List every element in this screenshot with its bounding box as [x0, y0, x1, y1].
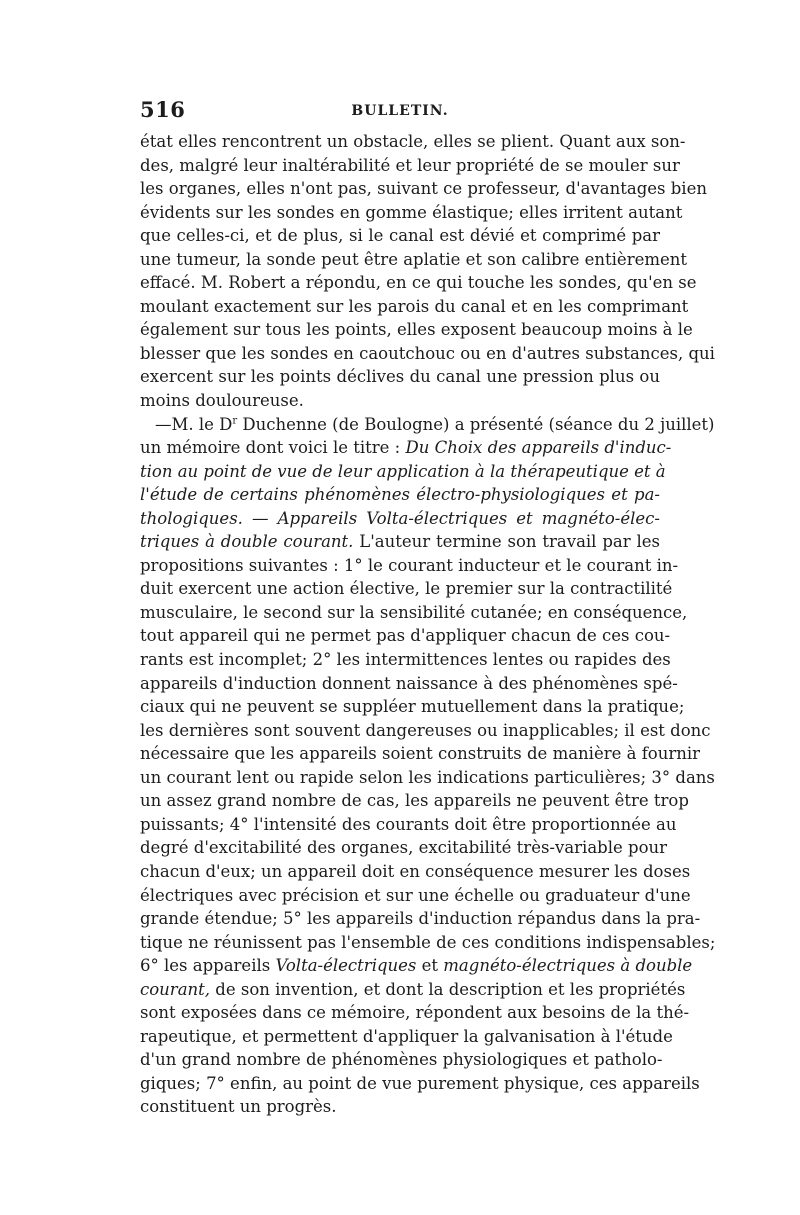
italic-title: Du Choix des appareils d'induc-: [405, 438, 672, 458]
text-line: rants est incomplet; 2° les intermittences lentes ou rapides des: [140, 650, 671, 670]
text-line: [140, 413, 715, 437]
italic-term: courant,: [140, 979, 211, 999]
text-line: [140, 978, 686, 1002]
text-line: exercent sur les points déclives du canal une pression plus ou: [140, 367, 660, 387]
text-line: un courant lent ou rapide selon les indications particulières; 3° dans: [140, 767, 715, 787]
text-line: les dernières sont souvent dangereuses ou inapplicables; il est donc: [140, 720, 711, 740]
text-line: propositions suivantes : 1° le courant inducteur et le courant in-: [140, 555, 679, 575]
text-line: ciaux qui ne peuvent se suppléer mutuellement dans la pratique;: [140, 697, 685, 717]
text-line: duit exercent une action élective, le premier sur la contractilité: [140, 579, 673, 599]
text-line: blesser que les sondes en caoutchouc ou en d'autres substances, qui: [140, 343, 715, 363]
text-line: d'un grand nombre de phénomènes physiologiques et patholo-: [140, 1050, 663, 1070]
italic-term: magnéto-électriques à double: [443, 956, 693, 976]
text-run: et: [416, 956, 444, 976]
text-line: moulant exactement sur les parois du canal et en les comprimant: [140, 296, 689, 316]
page-number: 516: [140, 97, 186, 122]
text-line: tout appareil qui ne permet pas d'appliquer chacun de ces cou-: [140, 626, 671, 646]
text-line: degré d'excitabilité des organes, excitabilité très-variable pour: [140, 838, 668, 858]
text-line: que celles-ci, et de plus, si le canal est dévié et comprimé par: [140, 226, 660, 246]
text-line: un assez grand nombre de cas, les appareils ne peuvent être trop: [140, 791, 689, 811]
text-line: les organes, elles n'ont pas, suivant ce professeur, d'avantages bien: [140, 179, 707, 199]
text-run: 6° les appareils: [140, 956, 276, 976]
italic-title-line: tion au point de vue de leur application à la thérapeutique et à: [140, 461, 666, 481]
text-run: —M. le D: [155, 414, 233, 434]
text-run: de son invention, et dont la description et les propriétés: [210, 979, 686, 999]
italic-term: Volta-électriques: [275, 956, 417, 976]
superscript: r: [232, 415, 238, 427]
text-line: effacé. M. Robert a répondu, en ce qui touche les sondes, qu'en se: [140, 273, 697, 293]
text-line: grande étendue; 5° les appareils d'induction répandus dans la pra-: [140, 909, 701, 929]
italic-title: triques à double courant.: [140, 532, 354, 552]
text-line: également sur tous les points, elles exposent beaucoup moins à le: [140, 320, 693, 340]
text-run: Duchenne (de Boulogne) a présenté (séance du 2 juillet): [237, 414, 715, 434]
body-text: [140, 130, 716, 1119]
text-line: une tumeur, la sonde peut être aplatie et son calibre entièrement: [140, 249, 688, 269]
text-line: sont exposées dans ce mémoire, répondent aux besoins de la thé-: [140, 1003, 690, 1023]
text-line: constituent un progrès.: [140, 1097, 337, 1117]
page-header: [140, 97, 660, 125]
text-line: appareils d'induction donnent naissance à des phénomènes spé-: [140, 673, 678, 693]
text-line: [140, 436, 672, 460]
text-line: des, malgré leur inaltérabilité et leur propriété de se mouler sur: [140, 155, 680, 175]
text-line: [140, 954, 693, 978]
text-line: puissants; 4° l'intensité des courants doit être proportionnée au: [140, 814, 677, 834]
text-line: nécessaire que les appareils soient construits de manière à fournir: [140, 744, 701, 764]
text-line: chacun d'eux; un appareil doit en conséquence mesurer les doses: [140, 861, 691, 881]
text-line: rapeutique, et permettent d'appliquer la galvanisation à l'étude: [140, 1026, 673, 1046]
text-line: musculaire, le second sur la sensibilité cutanée; en conséquence,: [140, 602, 688, 622]
text-line: électriques avec précision et sur une échelle ou graduateur d'une: [140, 885, 691, 905]
text-run: L'auteur termine son travail par les: [353, 532, 660, 552]
text-run: un mémoire dont voici le titre :: [140, 438, 406, 458]
text-line: [140, 530, 660, 554]
text-line: tique ne réunissent pas l'ensemble de ces conditions indispensables;: [140, 932, 716, 952]
text-line: giques; 7° enfin, au point de vue purement physique, ces appareils: [140, 1073, 700, 1093]
italic-title-line: l'étude de certains phénomènes électro-physiologiques et pa-: [140, 485, 660, 505]
text-line: évidents sur les sondes en gomme élastique; elles irritent autant: [140, 202, 683, 222]
running-head: BULLETIN.: [351, 103, 449, 119]
text-line: état elles rencontrent un obstacle, elles se plient. Quant aux son-: [140, 132, 686, 151]
text-line: moins douloureuse.: [140, 391, 304, 411]
italic-title-line: thologiques. — Appareils Volta-électriques et magnéto-élec-: [140, 508, 660, 528]
